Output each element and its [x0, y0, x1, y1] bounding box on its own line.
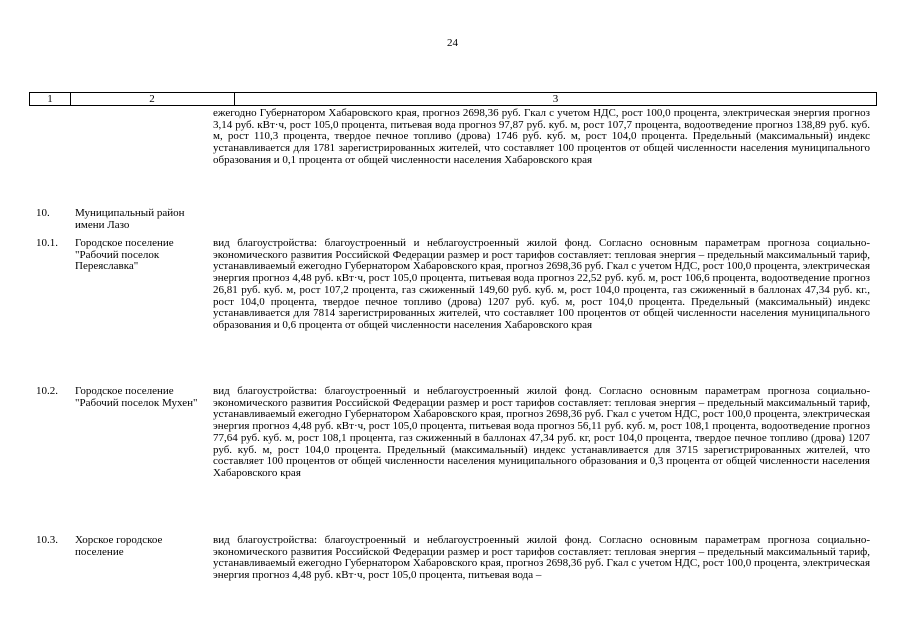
table-header [29, 92, 877, 106]
row-municipality-name: Муниципальный район имени Лазо [75, 207, 185, 231]
row-municipality-name: Хорское городское поселение [75, 534, 163, 558]
header-col-1: 1 [30, 93, 71, 105]
row-number: 10.2. [36, 385, 58, 397]
row-description: вид благоустройства: благоустроенный и неблагоустроенный жилой фонд. Согласно основным параметрам прогноза социально-экономического развития Российской Федерации размер и рост тарифов составляет: тепловая энергия – предельный максимальный тариф, устанавливаемый ежегодно Губернатором Хабаровского края, прогноз 2698,36 руб. Гкал с учетом НДС, рост 100,0 процента, электрическая энергия прогноз 4,48 руб. кВт·ч, рост 105,0 процента, питьевая вода – [213, 534, 870, 582]
row-municipality-name: Городское поселение "Рабочий поселок Мухен" [75, 385, 198, 409]
row-continued-description: ежегодно Губернатором Хабаровского края, прогноз 2698,36 руб. Гкал с учетом НДС, рост 100,0 процента, электрическая энергия прогноз 3,14 руб. кВт·ч, рост 105,0 процента, питьевая вода прогноз 97,87 руб. куб. м, рост 107,7 процента, водоотведение прогноз 138,89 руб. куб. м, рост 110,3 процента, твердое печное топливо (дрова) 1746 руб. куб. м, рост 104,0 процента. Предельный (максимальный) индекс устанавливается для 1781 зарегистрированных жителей, что составляет 100 процентов от общей численности населения муниципального образования и 0,1 процента от общей численности населения Хабаровского края [213, 107, 870, 166]
header-col-3: 3 [552, 93, 559, 105]
row-number: 10. [36, 207, 50, 219]
header-col-2: 2 [70, 93, 235, 105]
row-description: вид благоустройства: благоустроенный и неблагоустроенный жилой фонд. Согласно основным параметрам прогноза социально-экономического развития Российской Федерации размер и рост тарифов составляет: тепловая энергия – предельный максимальный тариф, устанавливаемый ежегодно Губернатором Хабаровского края, прогноз 2698,36 руб. Гкал с учетом НДС, рост 100,0 процента, электрическая энергия прогноз 4,48 руб. кВт·ч, рост 105,0 процента, питьевая вода прогноз 22,52 руб. куб. м, рост 106,6 процента, водоотведение прогноз 26,81 руб. куб. м, рост 107,2 процента, газ сжиженный 149,60 руб. куб. м, рост 104,0 процента, газ сжиженный в баллонах 47,34 руб. кг., рост 104,0 процента, твердое печное топливо (дрова) 1207 руб. куб. м, рост 104,0 процента. Предельный (максимальный) индекс устанавливается для 7814 зарегистрированных жителей, что составляет 100 процентов от общей численности населения муниципального образования и 0,6 процента от общей численности населения Хабаровского края [213, 237, 870, 331]
row-number: 10.3. [36, 534, 58, 546]
row-municipality-name: Городское поселение "Рабочий поселок Переяславка" [75, 237, 174, 273]
row-number: 10.1. [36, 237, 58, 249]
row-description: вид благоустройства: благоустроенный и неблагоустроенный жилой фонд. Согласно основным параметрам прогноза социально-экономического развития Российской Федерации размер и рост тарифов составляет: тепловая энергия – предельный максимальный тариф, устанавливаемый ежегодно Губернатором Хабаровского края, прогноз 2698,36 руб. Гкал с учетом НДС, рост 100,0 процента, электрическая энергия прогноз 4,48 руб. кВт·ч, рост 105,0 процента, питьевая вода прогноз 56,11 руб. куб. м, рост 108,1 процента, водоотведение прогноз 77,64 руб. куб. м, рост 108,1 процента, газ сжиженный в баллонах 47,34 руб. кг, рост 104,0 процента, твердое печное топливо (дрова) 1207 руб. куб. м, рост 104,0 процента. Предельный (максимальный) индекс устанавливается для 3715 зарегистрированных жителей, что составляет 100 процентов от общей численности населения муниципального образования и 0,3 процента от общей численности населения Хабаровского края [213, 385, 870, 479]
page-number: 24 [447, 37, 458, 49]
